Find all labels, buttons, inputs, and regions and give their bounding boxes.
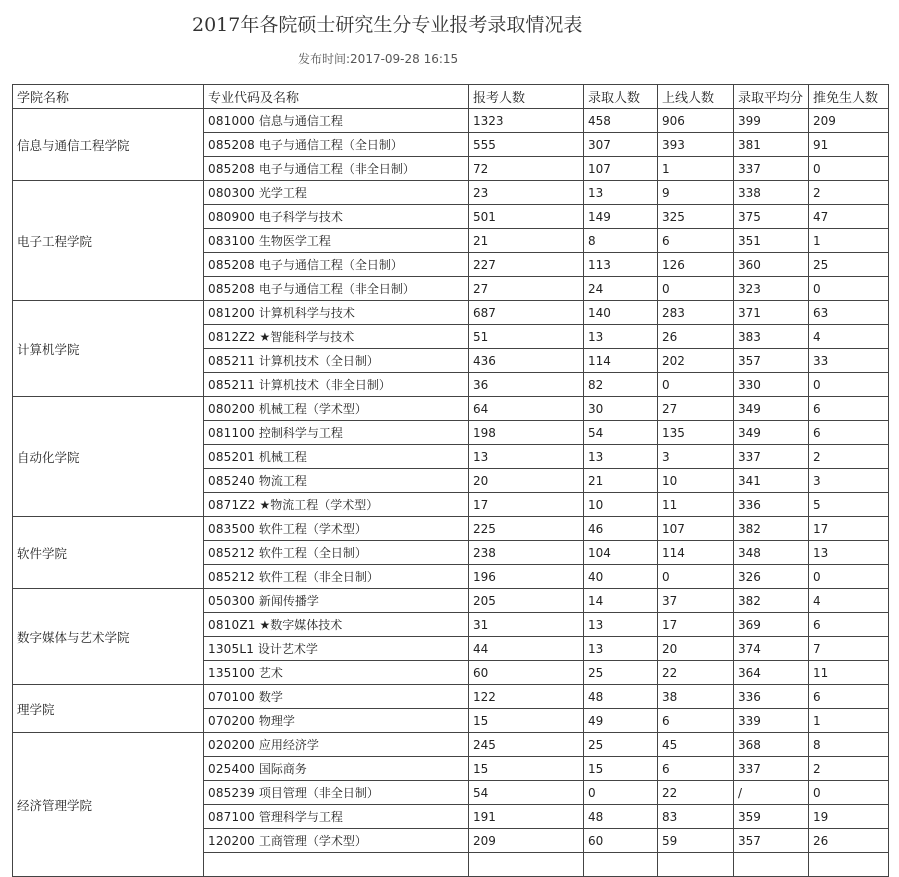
cell-applicants: 17 (469, 493, 584, 517)
major-cell (204, 589, 469, 613)
cell-avg-score: 371 (734, 301, 809, 325)
cell-exempt: 2 (809, 181, 889, 205)
cell-avg-score: 382 (734, 517, 809, 541)
cell-passed: 0 (658, 373, 734, 397)
major-name: 管理科学与工程 (258, 810, 343, 824)
major-code: 081200 (208, 306, 256, 320)
major-cell (204, 829, 469, 853)
cell-admitted: 54 (584, 421, 658, 445)
cell-passed: 11 (658, 493, 734, 517)
cell-applicants: 501 (469, 205, 584, 229)
college-name-cell: 软件学院 (13, 517, 204, 589)
cell-exempt: 6 (809, 685, 889, 709)
cell-exempt: 6 (809, 421, 889, 445)
cell-exempt: 91 (809, 133, 889, 157)
cell-avg-score: 323 (734, 277, 809, 301)
cell-applicants (469, 853, 584, 877)
cell-passed: 135 (658, 421, 734, 445)
cell-exempt: 8 (809, 733, 889, 757)
major-name: 电子与通信工程（全日制） (258, 258, 403, 272)
cell-avg-score: 368 (734, 733, 809, 757)
cell-admitted: 107 (584, 157, 658, 181)
cell-avg-score: / (734, 781, 809, 805)
major-cell (204, 349, 469, 373)
cell-admitted: 13 (584, 181, 658, 205)
cell-applicants: 51 (469, 325, 584, 349)
major-cell (204, 805, 469, 829)
cell-exempt: 0 (809, 373, 889, 397)
cell-passed: 10 (658, 469, 734, 493)
cell-passed: 83 (658, 805, 734, 829)
cell-applicants: 21 (469, 229, 584, 253)
cell-exempt: 25 (809, 253, 889, 277)
cell-admitted: 104 (584, 541, 658, 565)
cell-admitted: 15 (584, 757, 658, 781)
cell-admitted: 49 (584, 709, 658, 733)
cell-avg-score: 399 (734, 109, 809, 133)
major-name: 机械工程（学术型） (258, 402, 367, 416)
publish-time: 2017-09-28 16:15 (350, 52, 459, 66)
major-cell (204, 853, 469, 877)
college-name-cell: 经济管理学院 (13, 733, 204, 877)
cell-avg-score: 351 (734, 229, 809, 253)
major-name: 数学 (258, 690, 283, 704)
major-name: 设计艺术学 (257, 642, 318, 656)
table-row (13, 733, 889, 757)
major-name: 计算机技术（非全日制） (258, 378, 391, 392)
cell-passed: 906 (658, 109, 734, 133)
cell-exempt: 7 (809, 637, 889, 661)
cell-applicants: 238 (469, 541, 584, 565)
major-cell (204, 373, 469, 397)
column-header-avg-score: 录取平均分 (734, 85, 809, 109)
table-row (13, 301, 889, 325)
cell-applicants: 31 (469, 613, 584, 637)
major-name: ★数字媒体技术 (259, 618, 343, 632)
cell-passed: 0 (658, 277, 734, 301)
cell-avg-score: 382 (734, 589, 809, 613)
major-cell (204, 325, 469, 349)
cell-applicants: 54 (469, 781, 584, 805)
major-name: 光学工程 (258, 186, 307, 200)
cell-passed (658, 853, 734, 877)
cell-avg-score: 337 (734, 157, 809, 181)
major-cell (204, 517, 469, 541)
cell-admitted: 114 (584, 349, 658, 373)
cell-passed: 6 (658, 229, 734, 253)
major-cell (204, 757, 469, 781)
major-cell (204, 445, 469, 469)
cell-avg-score: 374 (734, 637, 809, 661)
major-code: 085239 (208, 786, 256, 800)
cell-passed: 20 (658, 637, 734, 661)
college-name-cell: 理学院 (13, 685, 204, 733)
major-cell (204, 469, 469, 493)
cell-applicants: 555 (469, 133, 584, 157)
column-header-applicants: 报考人数 (469, 85, 584, 109)
major-cell (204, 637, 469, 661)
cell-avg-score: 337 (734, 445, 809, 469)
cell-exempt: 1 (809, 229, 889, 253)
cell-avg-score: 375 (734, 205, 809, 229)
cell-passed: 0 (658, 565, 734, 589)
major-code: 080900 (208, 210, 256, 224)
major-code: 081100 (208, 426, 256, 440)
cell-passed: 22 (658, 661, 734, 685)
cell-exempt: 19 (809, 805, 889, 829)
cell-passed: 283 (658, 301, 734, 325)
major-name: 物流工程 (258, 474, 307, 488)
major-cell (204, 253, 469, 277)
cell-passed: 126 (658, 253, 734, 277)
major-code: 083100 (208, 234, 256, 248)
cell-avg-score: 349 (734, 397, 809, 421)
major-cell (204, 301, 469, 325)
cell-applicants: 245 (469, 733, 584, 757)
cell-applicants: 15 (469, 757, 584, 781)
cell-avg-score: 336 (734, 685, 809, 709)
major-code: 081000 (208, 114, 256, 128)
cell-applicants: 122 (469, 685, 584, 709)
major-name: 应用经济学 (258, 738, 319, 752)
cell-applicants: 191 (469, 805, 584, 829)
college-name-cell: 自动化学院 (13, 397, 204, 517)
major-name: 生物医学工程 (258, 234, 331, 248)
cell-admitted: 40 (584, 565, 658, 589)
major-cell (204, 229, 469, 253)
cell-passed: 22 (658, 781, 734, 805)
major-code: 135100 (208, 666, 256, 680)
cell-passed: 1 (658, 157, 734, 181)
cell-admitted: 48 (584, 805, 658, 829)
major-code: 085208 (208, 258, 256, 272)
cell-admitted: 0 (584, 781, 658, 805)
table-row (13, 181, 889, 205)
cell-applicants: 27 (469, 277, 584, 301)
cell-applicants: 72 (469, 157, 584, 181)
cell-admitted: 21 (584, 469, 658, 493)
cell-passed: 107 (658, 517, 734, 541)
cell-exempt: 0 (809, 277, 889, 301)
table-row (13, 397, 889, 421)
cell-passed: 202 (658, 349, 734, 373)
column-header-admitted: 录取人数 (584, 85, 658, 109)
cell-applicants: 20 (469, 469, 584, 493)
major-cell (204, 565, 469, 589)
cell-admitted: 13 (584, 445, 658, 469)
cell-admitted (584, 853, 658, 877)
cell-admitted: 14 (584, 589, 658, 613)
cell-admitted: 13 (584, 613, 658, 637)
major-cell (204, 781, 469, 805)
major-name: 国际商务 (258, 762, 307, 776)
cell-applicants: 13 (469, 445, 584, 469)
cell-exempt (809, 853, 889, 877)
table-row (13, 685, 889, 709)
cell-avg-score: 369 (734, 613, 809, 637)
major-name: 计算机技术（全日制） (258, 354, 379, 368)
page-title: 2017年各院硕士研究生分专业报考录取情况表 (192, 14, 583, 36)
admission-table (12, 84, 889, 877)
college-name-cell: 电子工程学院 (13, 181, 204, 301)
table-row (13, 109, 889, 133)
cell-admitted: 24 (584, 277, 658, 301)
cell-admitted: 25 (584, 733, 658, 757)
cell-applicants: 436 (469, 349, 584, 373)
cell-admitted: 140 (584, 301, 658, 325)
major-name: 控制科学与工程 (258, 426, 343, 440)
cell-admitted: 149 (584, 205, 658, 229)
cell-admitted: 46 (584, 517, 658, 541)
cell-avg-score: 364 (734, 661, 809, 685)
cell-admitted: 25 (584, 661, 658, 685)
major-name: 软件工程（全日制） (258, 546, 367, 560)
cell-avg-score: 359 (734, 805, 809, 829)
cell-passed: 59 (658, 829, 734, 853)
table-body (13, 109, 889, 877)
major-cell (204, 613, 469, 637)
cell-admitted: 13 (584, 325, 658, 349)
cell-avg-score: 381 (734, 133, 809, 157)
cell-admitted: 113 (584, 253, 658, 277)
major-name: 电子与通信工程（非全日制） (258, 282, 415, 296)
cell-exempt: 6 (809, 613, 889, 637)
cell-admitted: 48 (584, 685, 658, 709)
major-name: 电子与通信工程（全日制） (258, 138, 403, 152)
column-header-college: 学院名称 (13, 85, 204, 109)
cell-exempt: 0 (809, 565, 889, 589)
major-cell (204, 397, 469, 421)
major-cell (204, 733, 469, 757)
cell-passed: 17 (658, 613, 734, 637)
cell-avg-score: 336 (734, 493, 809, 517)
cell-applicants: 60 (469, 661, 584, 685)
cell-avg-score: 330 (734, 373, 809, 397)
publish-info (298, 50, 458, 67)
cell-applicants: 44 (469, 637, 584, 661)
cell-applicants: 15 (469, 709, 584, 733)
major-cell (204, 541, 469, 565)
cell-passed: 114 (658, 541, 734, 565)
cell-admitted: 10 (584, 493, 658, 517)
column-header-major: 专业代码及名称 (204, 85, 469, 109)
column-header-exempt: 推免生人数 (809, 85, 889, 109)
cell-applicants: 23 (469, 181, 584, 205)
college-name-cell: 数字媒体与艺术学院 (13, 589, 204, 685)
cell-passed: 3 (658, 445, 734, 469)
major-name: 电子与通信工程（非全日制） (258, 162, 415, 176)
cell-applicants: 687 (469, 301, 584, 325)
publish-label: 发布时间: (298, 52, 351, 66)
cell-exempt: 209 (809, 109, 889, 133)
cell-admitted: 307 (584, 133, 658, 157)
cell-applicants: 198 (469, 421, 584, 445)
cell-applicants: 1323 (469, 109, 584, 133)
major-code: 083500 (208, 522, 256, 536)
cell-exempt: 3 (809, 469, 889, 493)
cell-passed: 6 (658, 709, 734, 733)
cell-avg-score: 360 (734, 253, 809, 277)
major-cell (204, 661, 469, 685)
cell-applicants: 205 (469, 589, 584, 613)
major-cell (204, 421, 469, 445)
major-cell (204, 493, 469, 517)
cell-exempt: 63 (809, 301, 889, 325)
major-cell (204, 133, 469, 157)
cell-passed: 393 (658, 133, 734, 157)
cell-passed: 26 (658, 325, 734, 349)
cell-exempt: 11 (809, 661, 889, 685)
cell-avg-score: 357 (734, 349, 809, 373)
major-code: 080300 (208, 186, 256, 200)
major-name: 电子科学与技术 (258, 210, 343, 224)
major-code: 085208 (208, 162, 256, 176)
major-code: 070100 (208, 690, 256, 704)
cell-avg-score: 326 (734, 565, 809, 589)
cell-admitted: 60 (584, 829, 658, 853)
cell-avg-score: 337 (734, 757, 809, 781)
major-code: 020200 (208, 738, 256, 752)
page-header (0, 0, 760, 80)
cell-admitted: 13 (584, 637, 658, 661)
column-header-passed: 上线人数 (658, 85, 734, 109)
cell-avg-score: 348 (734, 541, 809, 565)
major-name: 软件工程（非全日制） (258, 570, 379, 584)
major-code: 085201 (208, 450, 256, 464)
major-name: 物理学 (258, 714, 295, 728)
cell-avg-score: 341 (734, 469, 809, 493)
major-name: 计算机科学与技术 (258, 306, 355, 320)
cell-exempt: 17 (809, 517, 889, 541)
cell-applicants: 225 (469, 517, 584, 541)
cell-exempt: 33 (809, 349, 889, 373)
college-name-cell: 信息与通信工程学院 (13, 109, 204, 181)
cell-applicants: 209 (469, 829, 584, 853)
major-code: 085211 (208, 378, 256, 392)
cell-passed: 325 (658, 205, 734, 229)
cell-avg-score: 357 (734, 829, 809, 853)
major-name: 机械工程 (258, 450, 307, 464)
college-name-cell: 计算机学院 (13, 301, 204, 397)
major-cell (204, 181, 469, 205)
major-name: 艺术 (258, 666, 283, 680)
cell-exempt: 26 (809, 829, 889, 853)
major-code: 0810Z1 (208, 618, 256, 632)
table-row (13, 517, 889, 541)
cell-avg-score: 338 (734, 181, 809, 205)
cell-exempt: 0 (809, 157, 889, 181)
cell-exempt: 2 (809, 757, 889, 781)
cell-exempt: 0 (809, 781, 889, 805)
cell-passed: 6 (658, 757, 734, 781)
cell-applicants: 227 (469, 253, 584, 277)
cell-admitted: 82 (584, 373, 658, 397)
cell-applicants: 64 (469, 397, 584, 421)
major-cell (204, 277, 469, 301)
major-code: 080200 (208, 402, 256, 416)
cell-exempt: 4 (809, 589, 889, 613)
cell-exempt: 1 (809, 709, 889, 733)
major-code: 087100 (208, 810, 256, 824)
major-cell (204, 109, 469, 133)
cell-passed: 27 (658, 397, 734, 421)
admission-table-container (12, 84, 888, 877)
table-header-row (13, 85, 889, 109)
cell-avg-score: 349 (734, 421, 809, 445)
major-cell (204, 205, 469, 229)
cell-avg-score: 339 (734, 709, 809, 733)
major-name: 软件工程（学术型） (258, 522, 367, 536)
cell-admitted: 30 (584, 397, 658, 421)
cell-passed: 45 (658, 733, 734, 757)
cell-exempt: 4 (809, 325, 889, 349)
major-code: 0871Z2 (208, 498, 256, 512)
cell-admitted: 8 (584, 229, 658, 253)
major-name: 工商管理（学术型） (258, 834, 367, 848)
cell-applicants: 36 (469, 373, 584, 397)
major-name: 项目管理（非全日制） (258, 786, 379, 800)
major-code: 0812Z2 (208, 330, 256, 344)
major-code: 085212 (208, 570, 256, 584)
cell-exempt: 5 (809, 493, 889, 517)
major-code: 050300 (208, 594, 256, 608)
cell-exempt: 6 (809, 397, 889, 421)
major-code: 070200 (208, 714, 256, 728)
cell-avg-score (734, 853, 809, 877)
table-row (13, 589, 889, 613)
major-code: 085212 (208, 546, 256, 560)
major-name: 新闻传播学 (258, 594, 319, 608)
major-cell (204, 157, 469, 181)
cell-passed: 37 (658, 589, 734, 613)
major-code: 120200 (208, 834, 256, 848)
cell-exempt: 2 (809, 445, 889, 469)
cell-applicants: 196 (469, 565, 584, 589)
major-code: 025400 (208, 762, 256, 776)
cell-passed: 38 (658, 685, 734, 709)
major-code: 1305L1 (208, 642, 255, 656)
major-name: ★物流工程（学术型） (259, 498, 379, 512)
cell-avg-score: 383 (734, 325, 809, 349)
cell-passed: 9 (658, 181, 734, 205)
major-code: 085211 (208, 354, 256, 368)
cell-exempt: 47 (809, 205, 889, 229)
major-name: ★智能科学与技术 (259, 330, 355, 344)
major-cell (204, 709, 469, 733)
cell-exempt: 13 (809, 541, 889, 565)
major-name: 信息与通信工程 (258, 114, 343, 128)
major-cell (204, 685, 469, 709)
major-code: 085208 (208, 138, 256, 152)
cell-admitted: 458 (584, 109, 658, 133)
major-code: 085240 (208, 474, 256, 488)
major-code: 085208 (208, 282, 256, 296)
